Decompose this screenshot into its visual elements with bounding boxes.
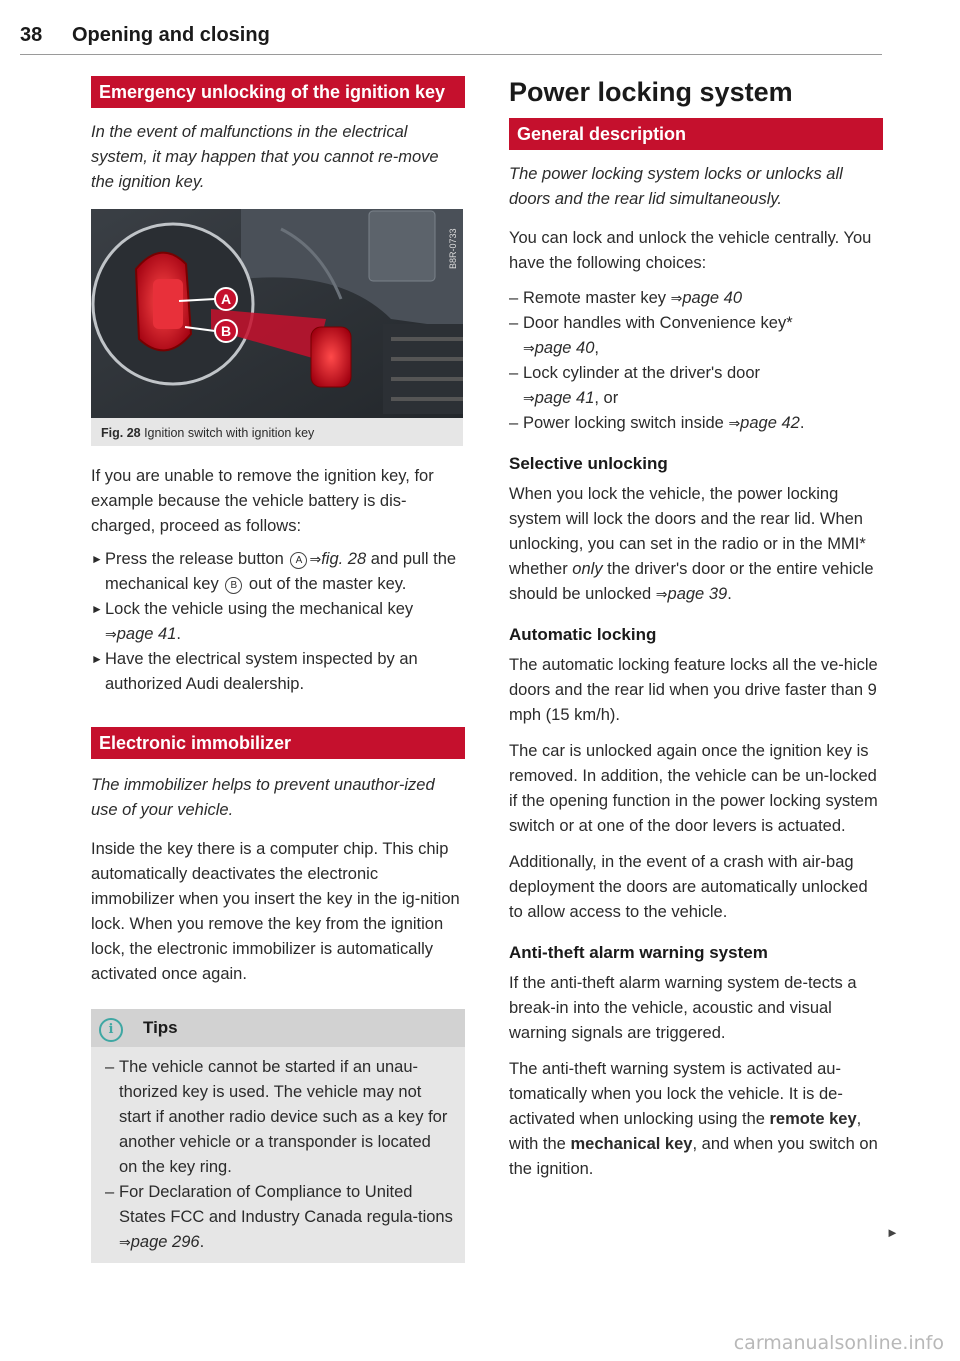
choice-end: , or (594, 389, 619, 407)
step-text: Lock the vehicle using the mechanical key (105, 600, 414, 618)
page-296-link[interactable]: page 296 (130, 1233, 200, 1251)
page-42-link[interactable]: page 42 (740, 414, 800, 432)
step-text: Press the release button (105, 550, 284, 568)
immobilizer-intro: The immobilizer helps to prevent unauthor-ized use of your vehicle. (91, 776, 435, 819)
automatic-locking-paragraph-2: The car is unlocked again once the ignition key is removed. In addition, the vehicle can be un-locked if the opening function in the power locking system switch or at one of the door levers is actuated. (509, 742, 878, 835)
tip-text: For Declaration of Compliance to United States FCC and Industry Canada regula-tions (119, 1183, 453, 1226)
selective-end: . (727, 585, 732, 603)
list-item (509, 361, 883, 411)
ignition-switch-illustration (91, 209, 463, 418)
anti-theft-text-1: The anti-theft warning system is activated au-tomatically when you lock the vehicle. It is de-activated when unlocking using the (509, 1060, 843, 1128)
selective-text-2: the driver's door or the entire vehicle should be unlocked (509, 560, 874, 603)
list-item (91, 547, 465, 597)
left-column (91, 76, 465, 1263)
section-title: Opening and closing (72, 24, 270, 46)
choice-text: Lock cylinder at the driver's door (523, 364, 761, 382)
choice-end: . (799, 414, 805, 432)
list-item (91, 597, 465, 647)
emergency-unlocking-heading: Emergency unlocking of the ignition key (91, 76, 465, 108)
dash-bullet: – (509, 314, 519, 332)
emergency-paragraph: If you are unable to remove the ignition key, for example because the vehicle battery is dis-charged, proceed as follows: (91, 467, 434, 535)
figure-caption-text: Ignition switch with ignition key (144, 426, 315, 440)
list-item (105, 1055, 453, 1180)
anti-theft-paragraph-1: If the anti-theft alarm warning system de-tects a break-in into the vehicle, acoustic and visual warning signals are triggered. (509, 974, 857, 1042)
selective-text-1: When you lock the vehicle, the power locking system will lock the doors and the rear lid. When unlocking, you can set in the radio or in the MMI* whether (509, 485, 866, 578)
callout-b-ref: B (225, 577, 242, 594)
page-41-link[interactable]: page 41 (534, 389, 595, 407)
choice-text: Door handles with Convenience key* (523, 314, 793, 332)
automatic-locking-paragraph-3: Additionally, in the event of a crash with air-bag deployment the doors are automatically unlocked to allow access to the vehicle. (509, 853, 868, 921)
choice-text: Power locking switch inside (523, 414, 724, 432)
step-text: Have the electrical system inspected by an authorized Audi dealership. (105, 650, 418, 693)
remote-key-term: remote key (769, 1110, 857, 1128)
general-description-heading: General description (509, 118, 883, 150)
dash-bullet: – (509, 364, 519, 382)
immobilizer-heading: Electronic immobilizer (91, 727, 465, 759)
page-40-link[interactable]: page 40 (682, 289, 743, 307)
anti-theft-heading: Anti-theft alarm warning system (509, 943, 768, 962)
choice-end: , (594, 339, 599, 357)
dash-bullet: – (105, 1183, 115, 1201)
step-text: and pull the mechanical key (105, 550, 457, 593)
right-column (509, 76, 883, 1182)
page-number: 38 (20, 24, 43, 46)
automatic-locking-heading: Automatic locking (509, 625, 657, 644)
arrow-icon: ⇒ (309, 551, 322, 567)
list-item (509, 286, 883, 311)
dash-bullet: – (509, 414, 519, 432)
fig-28-link[interactable]: fig. 28 (321, 550, 367, 568)
arrow-icon: ⇒ (523, 390, 535, 406)
arrow-icon: ⇒ (670, 290, 683, 306)
list-item (105, 1180, 453, 1255)
immobilizer-paragraph: Inside the key there is a computer chip. This chip automatically deactivates the electronic immobilizer when you insert the key in the ig-nition lock. When you remove the key from the ignition lock, the electronic immobilizer is automatically activated once again. (91, 840, 460, 983)
triangle-bullet-icon: ► (91, 602, 103, 616)
arrow-icon: ⇒ (655, 586, 668, 602)
figure-caption (91, 418, 463, 446)
power-locking-paragraph: You can lock and unlock the vehicle centrally. You have the following choices: (509, 229, 872, 272)
tips-header (91, 1009, 465, 1047)
figure-label: Fig. 28 (101, 426, 141, 440)
list-item (509, 311, 883, 361)
power-locking-title: Power locking system (509, 77, 793, 107)
tip-text: The vehicle cannot be started if an unau-thorized key is used. The vehicle may not start if another radio device such as a key for another vehicle or a transponder is located on the key ring. (119, 1058, 448, 1176)
info-icon: i (99, 1018, 123, 1042)
triangle-bullet-icon: ► (91, 652, 103, 666)
callout-b: B (220, 323, 232, 339)
arrow-icon: ⇒ (105, 626, 117, 642)
selective-unlocking-heading: Selective unlocking (509, 454, 668, 473)
list-item (509, 411, 883, 436)
continue-arrow-icon: ► (886, 1225, 899, 1240)
dash-bullet: – (105, 1058, 115, 1076)
page-40-link[interactable]: page 40 (534, 339, 595, 357)
arrow-icon: ⇒ (728, 415, 741, 431)
tips-list (91, 1047, 465, 1263)
anti-theft-text-3: , and when you switch on the ignition. (509, 1135, 878, 1178)
selective-unlocking-paragraph (509, 482, 883, 607)
step-text: out of the master key. (248, 575, 407, 593)
choice-text: Remote master key (523, 289, 667, 307)
tip-end: . (199, 1233, 205, 1251)
emergency-steps (91, 547, 465, 697)
page-header (20, 24, 882, 55)
power-locking-intro: The power locking system locks or unlocks all doors and the rear lid simultaneously. (509, 165, 843, 208)
figure-28 (91, 209, 463, 446)
page-39-link[interactable]: page 39 (667, 585, 728, 603)
triangle-bullet-icon: ► (91, 552, 103, 566)
callout-a: A (220, 291, 232, 307)
arrow-icon: ⇒ (119, 1234, 131, 1250)
page-41-link[interactable]: page 41 (116, 625, 177, 643)
dash-bullet: – (509, 289, 519, 307)
anti-theft-text-2: , with the (509, 1110, 862, 1153)
anti-theft-paragraph-2 (509, 1057, 883, 1182)
emergency-intro: In the event of malfunctions in the electrical system, it may happen that you cannot re-move the ignition key. (91, 123, 439, 191)
callout-a-ref: A (290, 552, 307, 569)
automatic-locking-paragraph-1: The automatic locking feature locks all the ve-hicle doors and the rear lid when you drive faster than 9 mph (15 km/h). (509, 656, 878, 724)
tips-box (91, 1009, 465, 1263)
mechanical-key-term: mechanical key (570, 1135, 693, 1153)
locking-choices (509, 286, 883, 436)
list-item (91, 647, 465, 697)
step-end: . (176, 625, 181, 643)
selective-emphasis: only (572, 560, 603, 578)
figure-code: B8R-0733 (448, 228, 458, 269)
arrow-icon: ⇒ (523, 340, 535, 356)
watermark: carmanualsonline.info (733, 1332, 944, 1354)
tips-title: Tips (143, 1018, 178, 1037)
